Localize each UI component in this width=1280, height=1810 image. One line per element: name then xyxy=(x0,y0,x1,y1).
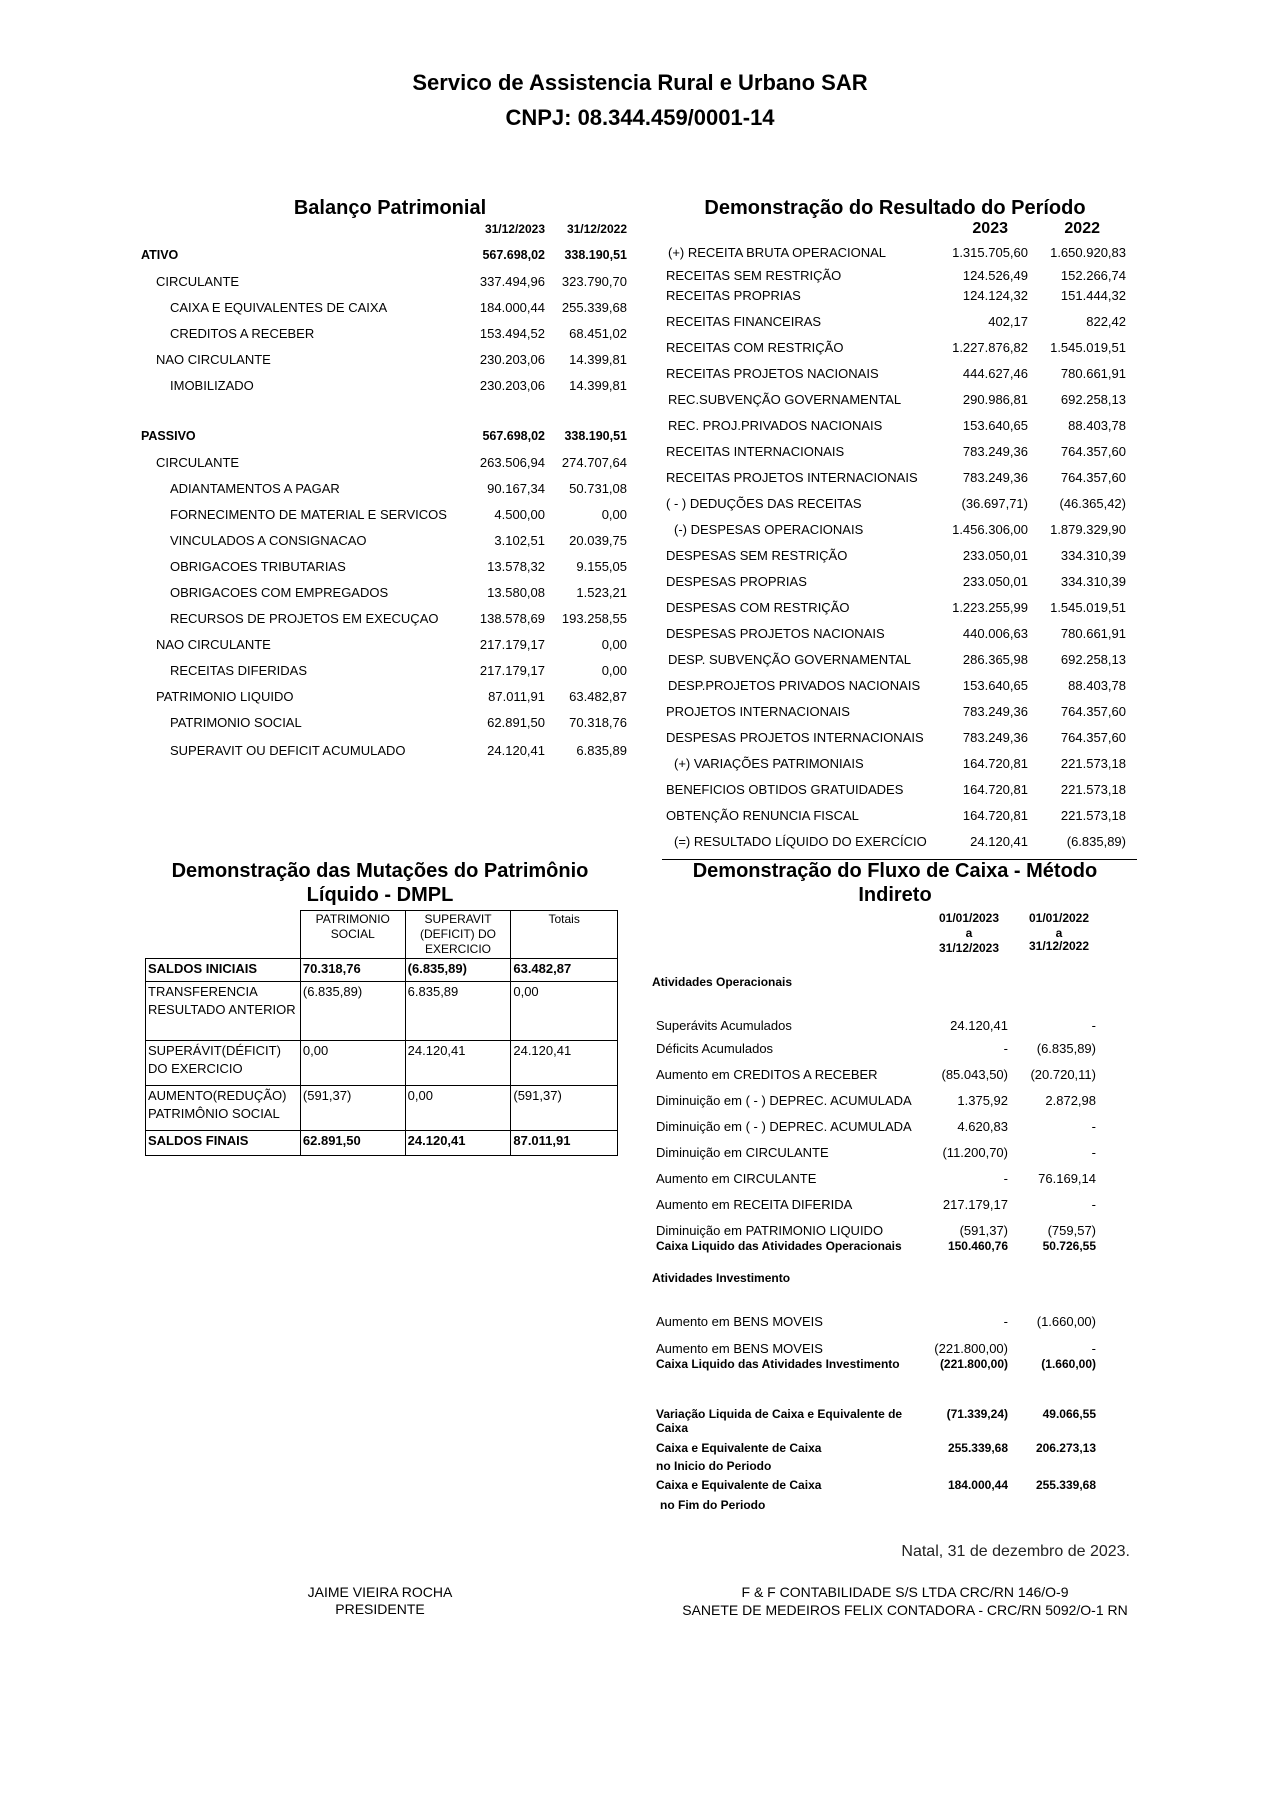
dmpl-header-row xyxy=(146,911,618,959)
dmpl-cell: 0,00 xyxy=(300,1041,405,1086)
dre-row-label: DESPESAS COM RESTRIÇÃO xyxy=(666,600,850,615)
dre-row-v1: 164.720,81 xyxy=(962,808,1028,823)
dfc-variacao-label: Variação Liquida de Caixa e Equivalente de xyxy=(656,1407,903,1421)
dfc-row-label: Diminuição em ( - ) DEPREC. ACUMULADA xyxy=(656,1093,912,1108)
dre-row-v1: 440.006,63 xyxy=(962,626,1028,641)
dre-row-label: (+) VARIAÇÕES PATRIMONIAIS xyxy=(674,756,864,771)
balanco-row-v2: 9.155,05 xyxy=(576,559,627,574)
dre-row-v1: 402,17 xyxy=(988,314,1028,329)
dmpl-row-label: SALDOS INICIAIS xyxy=(146,959,301,982)
balanco-row-v2: 70.318,76 xyxy=(569,715,627,730)
dmpl-header-patrimonio: PATRIMONIO SOCIAL xyxy=(300,911,405,959)
dmpl-cell: (6.835,89) xyxy=(405,959,511,982)
dre-row-label: REC. PROJ.PRIVADOS NACIONAIS xyxy=(668,418,883,433)
balanco-row-label: RECEITAS DIFERIDAS xyxy=(170,663,308,678)
dre-row-label: (=) RESULTADO LÍQUIDO DO EXERCÍCIO xyxy=(674,834,927,849)
dfc-row-v2: (1.660,00) xyxy=(1036,1314,1096,1329)
dre-row-v1: 783.249,36 xyxy=(962,470,1028,485)
dre-row-v2: 780.661,91 xyxy=(1060,366,1126,381)
dfc-row-v1: (221.800,00) xyxy=(934,1341,1008,1356)
balanco-row-v1: 230.203,06 xyxy=(479,378,545,393)
balanco-row-v1: 13.578,32 xyxy=(487,559,545,574)
dre-row-label: (+) RECEITA BRUTA OPERACIONAL xyxy=(668,245,887,260)
dre-row-v2: 822,42 xyxy=(1086,314,1126,329)
balanco-row-label: PASSIVO xyxy=(141,429,196,443)
dmpl-cell: (6.835,89) xyxy=(300,982,405,1041)
dfc-row-v1: 4.620,83 xyxy=(957,1119,1008,1134)
dfc-title-line2: Indireto xyxy=(858,884,932,906)
dre-row-label: RECEITAS PROJETOS NACIONAIS xyxy=(666,366,879,381)
balanco-row-label: CAIXA E EQUIVALENTES DE CAIXA xyxy=(170,300,388,315)
balanco-row-v1: 184.000,44 xyxy=(479,300,545,315)
balanco-row-v1: 62.891,50 xyxy=(487,715,545,730)
dfc-fim-label-2: no Fim do Periodo xyxy=(660,1498,766,1512)
dmpl-cell: (591,37) xyxy=(511,1086,618,1131)
dre-row-label: ( - ) DEDUÇÕES DAS RECEITAS xyxy=(666,496,862,511)
balanco-row-label: RECURSOS DE PROJETOS EM EXECUÇAO xyxy=(170,611,439,626)
balanco-row-v1: 87.011,91 xyxy=(488,689,545,704)
dmpl-cell: (591,37) xyxy=(300,1086,405,1131)
dre-row-v2: 151.444,32 xyxy=(1060,288,1126,303)
dre-row-v2: 88.403,78 xyxy=(1068,678,1126,693)
balanco-row-v2: 193.258,55 xyxy=(561,611,627,626)
signatory-2-firm: F & F CONTABILIDADE S/S LTDA CRC/RN 146/O-9 xyxy=(741,1584,1069,1600)
dfc-row-label: Diminuição em PATRIMONIO LIQUIDO xyxy=(656,1223,884,1238)
dfc-col2-start: 01/01/2022 xyxy=(1028,911,1090,925)
dre-row-v2: 764.357,60 xyxy=(1060,704,1126,719)
dre-row-v2: 334.310,39 xyxy=(1060,574,1126,589)
dfc-col2-sep: a xyxy=(1055,926,1063,940)
balanco-row-label: OBRIGACOES TRIBUTARIAS xyxy=(170,559,346,574)
dre-col1-header: 2023 xyxy=(972,220,1008,237)
dfc-col2-end: 31/12/2022 xyxy=(1028,939,1090,953)
dre-row-v1: 783.249,36 xyxy=(962,730,1028,745)
dfc-row-label: Aumento em RECEITA DIFERIDA xyxy=(656,1197,853,1212)
dmpl-row-label: TRANSFERENCIA RESULTADO ANTERIOR xyxy=(146,982,301,1041)
balanco-row-v2: 63.482,87 xyxy=(569,689,627,704)
dfc-title: Demonstração do Fluxo de Caixa - Método xyxy=(692,860,1098,882)
dfc-row-v2: - xyxy=(1091,1341,1096,1356)
dre-row-v1: 24.120,41 xyxy=(970,834,1028,849)
balanco-row-v2: 274.707,64 xyxy=(561,455,627,470)
dre-row-v1: 286.365,98 xyxy=(962,652,1028,667)
dre-row-v2: 221.573,18 xyxy=(1060,782,1126,797)
dre-row-v1: 1.223.255,99 xyxy=(952,600,1028,615)
dre-row-v1: 164.720,81 xyxy=(962,782,1028,797)
dre-row-v1: 233.050,01 xyxy=(962,548,1028,563)
dmpl-table xyxy=(145,910,618,1156)
dfc-inicio-label: Caixa e Equivalente de Caixa xyxy=(656,1441,822,1455)
balanco-row-v1: 13.580,08 xyxy=(487,585,545,600)
dre-row-label: (-) DESPESAS OPERACIONAIS xyxy=(674,522,864,537)
balanco-row-v2: 0,00 xyxy=(601,507,627,522)
dfc-section-investimento: Atividades Investimento xyxy=(652,1271,791,1285)
dfc-inicio-label-2: no Inicio do Periodo xyxy=(656,1459,772,1473)
dmpl-cell: 70.318,76 xyxy=(300,959,405,982)
dre-row-v1: 153.640,65 xyxy=(962,678,1028,693)
dre-row-v2: 334.310,39 xyxy=(1060,548,1126,563)
dfc-row-label: Diminuição em CIRCULANTE xyxy=(656,1145,829,1160)
dre-row-v1: 124.526,49 xyxy=(962,268,1028,283)
balanco-row-v1: 337.494,96 xyxy=(479,274,545,289)
balanco-row-label: VINCULADOS A CONSIGNACAO xyxy=(170,533,367,548)
dmpl-header-totais: Totais xyxy=(511,911,618,959)
balanco-row-v1: 90.167,34 xyxy=(487,481,545,496)
dmpl-cell: 0,00 xyxy=(405,1086,511,1131)
local-data: Natal, 31 de dezembro de 2023. xyxy=(901,1543,1130,1560)
dre-row-label: REC.SUBVENÇÃO GOVERNAMENTAL xyxy=(668,392,902,407)
balanco-row-v1: 230.203,06 xyxy=(479,352,545,367)
dmpl-row-label: AUMENTO(REDUÇÃO) PATRIMÔNIO SOCIAL xyxy=(146,1086,301,1131)
dre-row-v1: 1.227.876,82 xyxy=(952,340,1028,355)
dre-row-label: RECEITAS PROJETOS INTERNACIONAIS xyxy=(666,470,918,485)
dmpl-row-superavit xyxy=(146,1041,618,1086)
balanco-row-v1: 3.102,51 xyxy=(494,533,545,548)
dfc-row-v1: (11.200,70) xyxy=(942,1145,1008,1160)
dfc-total-label: Caixa Liquido das Atividades Investimento xyxy=(656,1357,900,1371)
dre-row-label: DESPESAS SEM RESTRIÇÃO xyxy=(666,548,848,563)
dmpl-cell: 0,00 xyxy=(511,982,618,1041)
dfc-row-v1: - xyxy=(1003,1041,1008,1056)
dre-row-v2: (46.365,42) xyxy=(1059,496,1126,511)
dmpl-cell: 24.120,41 xyxy=(405,1131,511,1156)
dfc-fim-v1: 184.000,44 xyxy=(947,1478,1008,1492)
balanco-row-v1: 567.698,02 xyxy=(482,248,545,262)
dfc-variacao-label-2: Caixa xyxy=(656,1421,689,1435)
dfc-total-v1: 150.460,76 xyxy=(947,1239,1008,1253)
dre-row-v2: 692.258,13 xyxy=(1060,392,1126,407)
balanco-row-label: PATRIMONIO LIQUIDO xyxy=(156,689,294,704)
dmpl-cell: 6.835,89 xyxy=(405,982,511,1041)
dre-row-v2: 221.573,18 xyxy=(1060,756,1126,771)
dre-row-label: RECEITAS INTERNACIONAIS xyxy=(666,444,845,459)
balanco-row-v1: 217.179,17 xyxy=(479,637,545,652)
balanco-row-v2: 50.731,08 xyxy=(569,481,627,496)
balanco-row-v2: 323.790,70 xyxy=(561,274,627,289)
dfc-section-operacionais: Atividades Operacionais xyxy=(652,975,793,989)
dfc-row-v1: 1.375,92 xyxy=(957,1093,1008,1108)
dfc-row-label: Déficits Acumulados xyxy=(656,1041,774,1056)
dmpl-title-line2: Líquido - DMPL xyxy=(306,884,454,906)
dfc-row-v1: - xyxy=(1003,1314,1008,1329)
balanco-row-label: OBRIGACOES COM EMPREGADOS xyxy=(170,585,389,600)
balanco-row-label: SUPERAVIT OU DEFICIT ACUMULADO xyxy=(170,743,406,758)
dmpl-row-label: SUPERÁVIT(DÉFICIT) DO EXERCICIO xyxy=(146,1041,301,1086)
dfc-row-v1: - xyxy=(1003,1171,1008,1186)
balanco-row-label: NAO CIRCULANTE xyxy=(156,352,271,367)
dfc-row-label: Aumento em BENS MOVEIS xyxy=(656,1341,823,1356)
dfc-row-label: Superávits Acumulados xyxy=(656,1018,792,1033)
balanco-col1-header: 31/12/2023 xyxy=(484,222,545,236)
dmpl-row-label: SALDOS FINAIS xyxy=(146,1131,301,1156)
dre-row-label: DESP.PROJETOS PRIVADOS NACIONAIS xyxy=(668,678,921,693)
dre-row-v1: (36.697,71) xyxy=(961,496,1028,511)
balanco-col2-header: 31/12/2022 xyxy=(566,222,627,236)
dre-row-v2: 88.403,78 xyxy=(1068,418,1126,433)
dfc-total-v1: (221.800,00) xyxy=(939,1357,1008,1371)
balanco-row-label: IMOBILIZADO xyxy=(170,378,254,393)
balanco-row-v1: 24.120,41 xyxy=(487,743,545,758)
dre-row-v1: 444.627,46 xyxy=(962,366,1028,381)
dre-row-v2: 780.661,91 xyxy=(1060,626,1126,641)
dre-row-label: RECEITAS PROPRIAS xyxy=(666,288,801,303)
dmpl-header-superavit: SUPERAVIT (DEFICIT) DO EXERCICIO xyxy=(405,911,511,959)
dre-row-label: DESPESAS PROJETOS NACIONAIS xyxy=(666,626,885,641)
signatory-2-accountant: SANETE DE MEDEIROS FELIX CONTADORA - CRC/RN 5092/O-1 RN xyxy=(682,1602,1128,1618)
balanco-row-v2: 0,00 xyxy=(601,663,627,678)
balanco-row-v2: 1.523,21 xyxy=(576,585,627,600)
dre-row-v2: 692.258,13 xyxy=(1060,652,1126,667)
dmpl-cell: 63.482,87 xyxy=(511,959,618,982)
dfc-row-label: Aumento em CREDITOS A RECEBER xyxy=(656,1067,878,1082)
dre-row-v2: 764.357,60 xyxy=(1060,444,1126,459)
dre-row-v1: 124.124,32 xyxy=(962,288,1028,303)
dfc-row-v1: 217.179,17 xyxy=(942,1197,1008,1212)
dfc-row-v1: 24.120,41 xyxy=(950,1018,1008,1033)
dfc-total-v2: 50.726,55 xyxy=(1042,1239,1096,1253)
dre-row-v1: 233.050,01 xyxy=(962,574,1028,589)
dre-row-v1: 1.315.705,60 xyxy=(952,245,1028,260)
dfc-inicio-v2: 206.273,13 xyxy=(1035,1441,1096,1455)
dre-row-v1: 1.456.306,00 xyxy=(952,522,1028,537)
balanco-row-v2: 255.339,68 xyxy=(561,300,627,315)
dfc-variacao-v2: 49.066,55 xyxy=(1042,1407,1096,1421)
dmpl-cell: 24.120,41 xyxy=(405,1041,511,1086)
dfc-row-label: Aumento em CIRCULANTE xyxy=(656,1171,817,1186)
dmpl-row-aumento xyxy=(146,1086,618,1131)
dre-row-label: RECEITAS SEM RESTRIÇÃO xyxy=(666,268,842,283)
balanco-row-v2: 14.399,81 xyxy=(569,352,627,367)
dre-row-v2: 152.266,74 xyxy=(1060,268,1126,283)
dre-row-v2: 1.545.019,51 xyxy=(1050,340,1126,355)
dre-row-label: OBTENÇÃO RENUNCIA FISCAL xyxy=(666,808,859,823)
dfc-fim-label: Caixa e Equivalente de Caixa xyxy=(656,1478,822,1492)
balanco-row-v1: 153.494,52 xyxy=(479,326,545,341)
balanco-row-v1: 263.506,94 xyxy=(479,455,545,470)
dmpl-title: Demonstração das Mutações do Patrimônio xyxy=(171,860,589,882)
dfc-col1-start: 01/01/2023 xyxy=(938,911,1000,925)
dre-row-v1: 164.720,81 xyxy=(962,756,1028,771)
dfc-col1-end: 31/12/2023 xyxy=(938,941,1000,955)
dre-row-v1: 783.249,36 xyxy=(962,704,1028,719)
balanco-row-label: NAO CIRCULANTE xyxy=(156,637,271,652)
balanco-row-label: PATRIMONIO SOCIAL xyxy=(170,715,302,730)
dre-row-label: RECEITAS FINANCEIRAS xyxy=(666,314,822,329)
dfc-row-v2: 2.872,98 xyxy=(1045,1093,1096,1108)
balanco-row-label: ATIVO xyxy=(141,248,179,262)
dmpl-cell: 62.891,50 xyxy=(300,1131,405,1156)
balanco-row-v2: 0,00 xyxy=(601,637,627,652)
balanco-row-v1: 4.500,00 xyxy=(494,507,545,522)
dre-row-v2: 1.650.920,83 xyxy=(1050,245,1126,260)
dre-row-v1: 290.986,81 xyxy=(962,392,1028,407)
dfc-row-v2: - xyxy=(1091,1197,1096,1212)
dmpl-row-transferencia xyxy=(146,982,618,1041)
balanco-row-v2: 338.190,51 xyxy=(564,248,627,262)
dre-row-v2: 764.357,60 xyxy=(1060,470,1126,485)
dre-row-v1: 153.640,65 xyxy=(962,418,1028,433)
dfc-row-v2: (20.720,11) xyxy=(1030,1067,1096,1082)
dfc-row-v1: (85.043,50) xyxy=(941,1067,1008,1082)
balanco-row-v1: 217.179,17 xyxy=(479,663,545,678)
dre-row-label: PROJETOS INTERNACIONAIS xyxy=(666,704,850,719)
dmpl-cell: 24.120,41 xyxy=(511,1041,618,1086)
balanco-row-label: CIRCULANTE xyxy=(156,274,240,289)
dfc-row-v2: - xyxy=(1091,1145,1096,1160)
cnpj: CNPJ: 08.344.459/0001-14 xyxy=(505,105,775,130)
dre-row-v2: (6.835,89) xyxy=(1066,834,1126,849)
dfc-row-v2: 76.169,14 xyxy=(1038,1171,1096,1186)
balanco-row-label: ADIANTAMENTOS A PAGAR xyxy=(170,481,340,496)
dfc-inicio-v1: 255.339,68 xyxy=(947,1441,1008,1455)
dre-row-label: BENEFICIOS OBTIDOS GRATUIDADES xyxy=(666,782,904,797)
dre-title: Demonstração do Resultado do Período xyxy=(704,197,1086,219)
dfc-col1-sep: a xyxy=(965,926,973,940)
balanco-row-v2: 68.451,02 xyxy=(569,326,627,341)
balanco-row-v2: 6.835,89 xyxy=(576,743,627,758)
dre-row-label: DESP. SUBVENÇÃO GOVERNAMENTAL xyxy=(668,652,911,667)
balanco-row-label: CREDITOS A RECEBER xyxy=(170,326,315,341)
signatory-1-role: PRESIDENTE xyxy=(335,1601,425,1617)
signatory-1-name: JAIME VIEIRA ROCHA xyxy=(307,1584,453,1600)
dre-row-v2: 1.545.019,51 xyxy=(1050,600,1126,615)
dre-col2-header: 2022 xyxy=(1064,220,1100,237)
dfc-row-v1: (591,37) xyxy=(959,1223,1008,1238)
dre-row-v1: 783.249,36 xyxy=(962,444,1028,459)
dfc-row-label: Aumento em BENS MOVEIS xyxy=(656,1314,823,1329)
dfc-variacao-v1: (71.339,24) xyxy=(946,1407,1008,1421)
dre-row-label: RECEITAS COM RESTRIÇÃO xyxy=(666,340,844,355)
dmpl-row-saldos-iniciais xyxy=(146,959,618,982)
dmpl-row-saldos-finais xyxy=(146,1131,618,1156)
dre-row-v2: 764.357,60 xyxy=(1060,730,1126,745)
dre-row-label: DESPESAS PROJETOS INTERNACIONAIS xyxy=(666,730,924,745)
dre-row-v2: 221.573,18 xyxy=(1060,808,1126,823)
balanco-row-v1: 567.698,02 xyxy=(482,429,545,443)
balanco-row-v1: 138.578,69 xyxy=(479,611,545,626)
dre-row-v2: 1.879.329,90 xyxy=(1050,522,1126,537)
dfc-total-label: Caixa Liquido das Atividades Operacionais xyxy=(656,1239,902,1253)
dfc-row-v2: (759,57) xyxy=(1047,1223,1096,1238)
dfc-total-v2: (1.660,00) xyxy=(1041,1357,1096,1371)
dmpl-cell: 87.011,91 xyxy=(511,1131,618,1156)
balanco-row-v2: 338.190,51 xyxy=(564,429,627,443)
dre-row-label: DESPESAS PROPRIAS xyxy=(666,574,807,589)
balanco-title: Balanço Patrimonial xyxy=(293,197,487,219)
dfc-fim-v2: 255.339,68 xyxy=(1035,1478,1096,1492)
dfc-row-v2: - xyxy=(1091,1018,1096,1033)
dfc-row-v2: (6.835,89) xyxy=(1036,1041,1096,1056)
org-name: Servico de Assistencia Rural e Urbano SAR xyxy=(412,70,868,95)
dfc-row-label: Diminuição em ( - ) DEPREC. ACUMULADA xyxy=(656,1119,912,1134)
balanco-row-v2: 20.039,75 xyxy=(569,533,627,548)
dfc-row-v2: - xyxy=(1091,1119,1096,1134)
balanco-row-label: CIRCULANTE xyxy=(156,455,240,470)
balanco-row-label: FORNECIMENTO DE MATERIAL E SERVICOS xyxy=(170,507,447,522)
balanco-row-v2: 14.399,81 xyxy=(569,378,627,393)
